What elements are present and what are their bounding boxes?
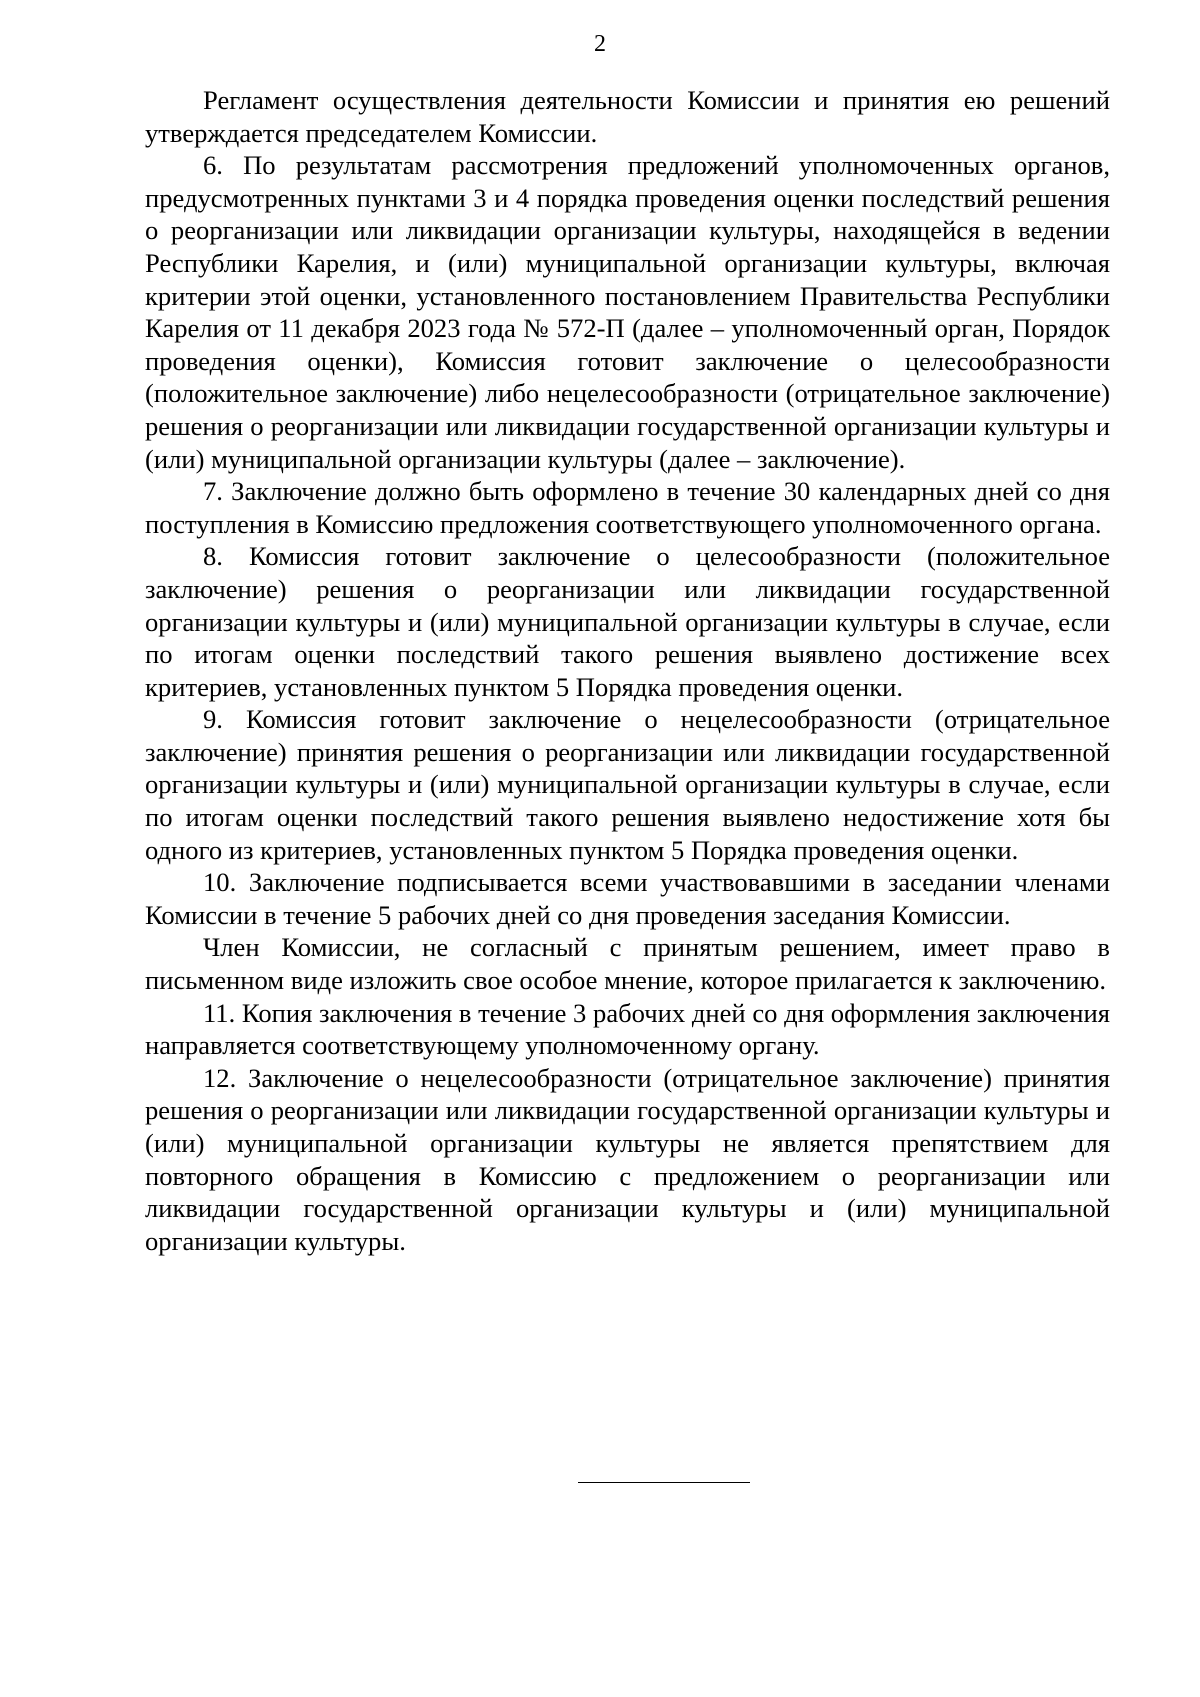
- document-body: [145, 84, 1110, 1257]
- paragraph-item-12: 12. Заключение о нецелесообразности (отрицательное заключение) принятия решения о реорганизации или ликвидации государственной организации культуры и (или) муниципальной организации культуры не является препятствием для повторного обращения в Комиссию с предложением о реорганизации или ликвидации государственной организации культуры и (или) муниципальной организации культуры.: [145, 1062, 1110, 1256]
- end-of-document-rule: [578, 1482, 750, 1483]
- paragraph-item-9: 9. Комиссия готовит заключение о нецелесообразности (отрицательное заключение) принятия решения о реорганизации или ликвидации государственной организации культуры и (или) муниципальной организации культуры в случае, если по итогам оценки последствий такого решения выявлено недостижение хотя бы одного из критериев, установленных пунктом 5 Порядка проведения оценки.: [145, 704, 1110, 865]
- paragraph-item-6: 6. По результатам рассмотрения предложений уполномоченных органов, предусмотренных пунктами 3 и 4 порядка проведения оценки последствий решения о реорганизации или ликвидации организации культуры, находящейся в ведении Республики Карелия, и (или) муниципальной организации культуры, включая критерии этой оценки, установленного постановлением Правительства Республики Карелия от 11 декабря 2023 года № 572-П (далее – уполномоченный орган, Порядок проведения оценки), Комиссия готовит заключение о целесообразности (положительное заключение) либо нецелесообразности (отрицательное заключение) решения о реорганизации или ликвидации государственной организации культуры и (или) муниципальной организации культуры (далее – заключение).: [145, 150, 1110, 474]
- paragraph-item-7: 7. Заключение должно быть оформлено в течение 30 календарных дней со дня поступления в Комиссию предложения соответствующего уполномоченного органа.: [145, 476, 1110, 539]
- paragraph-dissent: Член Комиссии, не согласный с принятым решением, имеет право в письменном виде изложить свое особое мнение, которое прилагается к заключению.: [145, 932, 1110, 996]
- paragraph-regulations: Регламент осуществления деятельности Комиссии и принятия ею решений утверждается председателем Комиссии.: [145, 85, 1110, 148]
- paragraph-item-11: 11. Копия заключения в течение 3 рабочих дней со дня оформления заключения направляется соответствующему уполномоченному органу.: [145, 997, 1110, 1061]
- paragraph-item-10: 10. Заключение подписывается всеми участвовавшими в заседании членами Комиссии в течение 5 рабочих дней со дня проведения заседания Комиссии.: [145, 867, 1110, 930]
- paragraph-item-8: 8. Комиссия готовит заключение о целесообразности (положительное заключение) решения о реорганизации или ликвидации государственной организации культуры и (или) муниципальной организации культуры в случае, если по итогам оценки последствий такого решения выявлено достижение всех критериев, установленных пунктом 5 Порядка проведения оценки.: [145, 541, 1110, 702]
- page-number: 2: [594, 31, 606, 57]
